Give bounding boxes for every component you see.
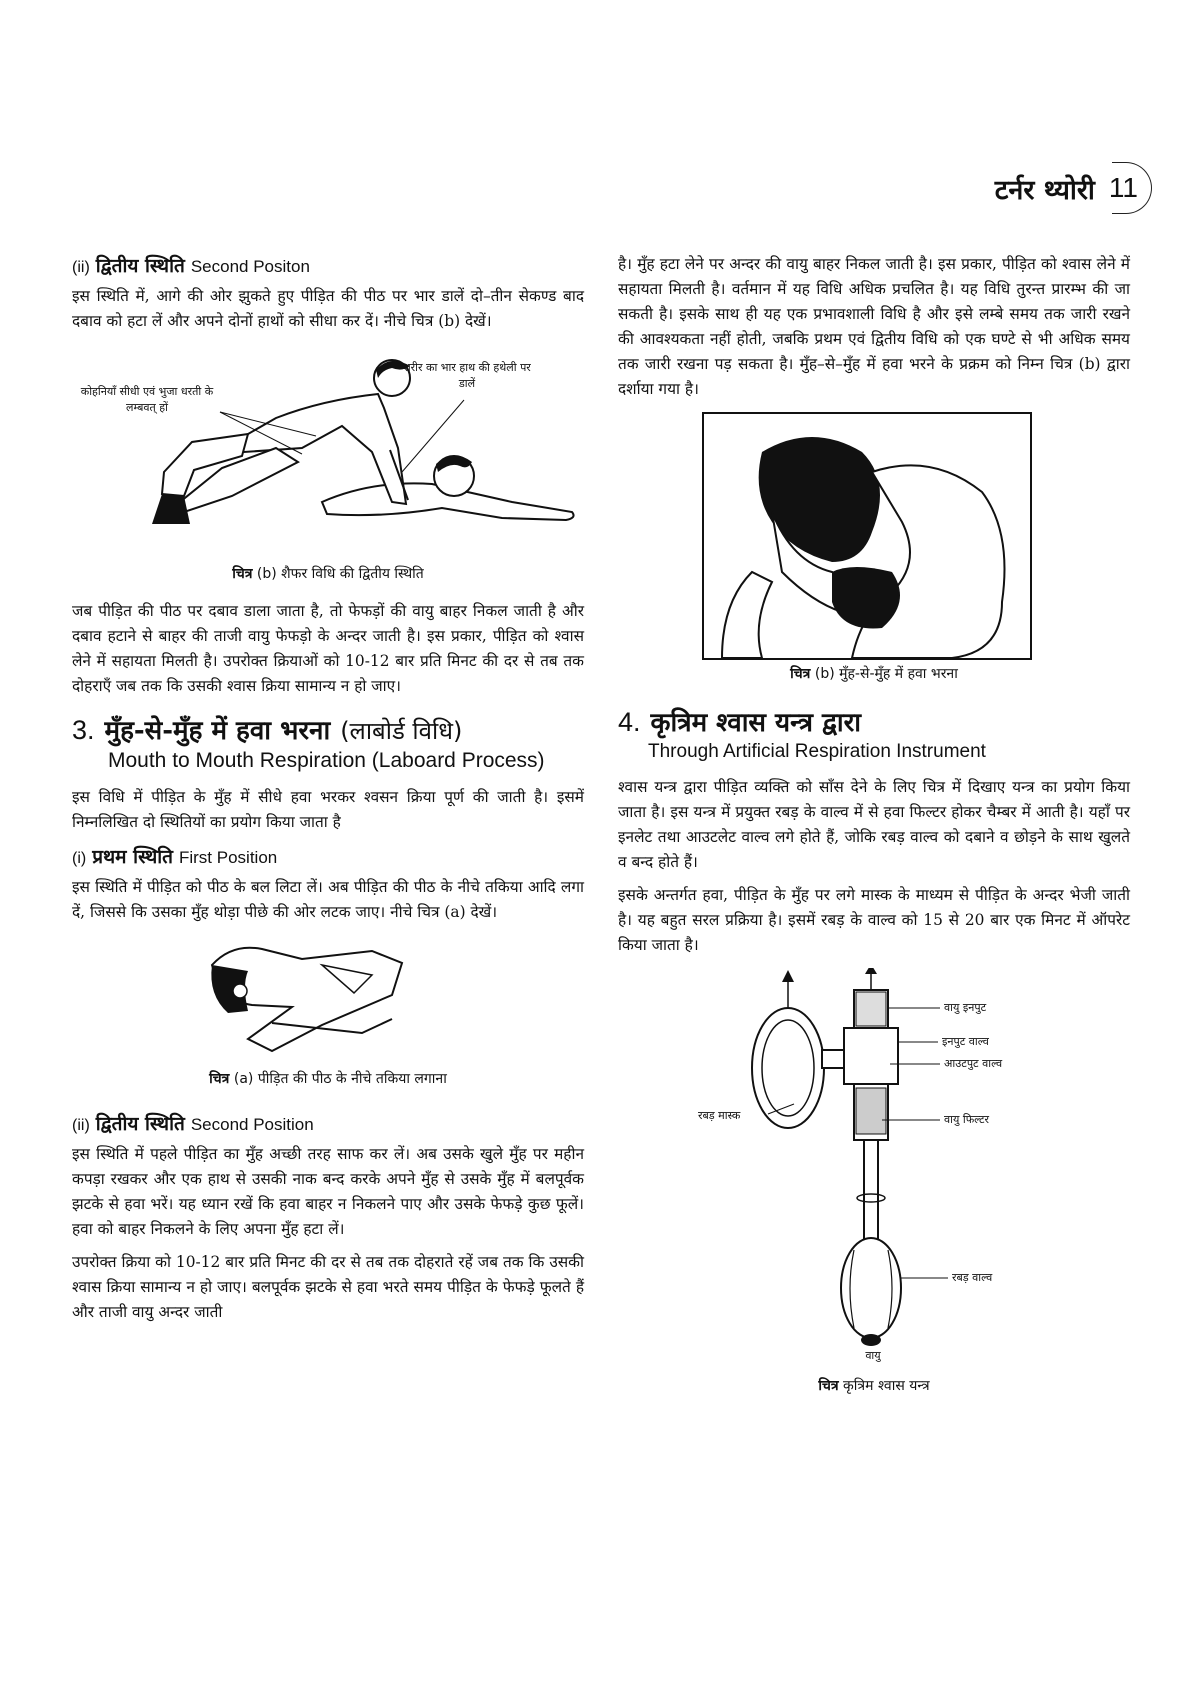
subheading-first-position — [72, 843, 584, 869]
paragraph: इस विधि में पीड़ित के मुँह में सीधे हवा भरकर श्वसन क्रिया पूर्ण की जाती है। इसमें निम्नलिखित दो स्थितियों का प्रयोग किया जाता है — [72, 788, 584, 831]
instrument-label-rubber-mask: रबड़ मास्क — [698, 1109, 741, 1122]
header-arc-decoration — [1112, 162, 1152, 214]
left-column — [72, 252, 584, 1333]
figure-caption — [72, 1069, 584, 1088]
paragraph: इसके अन्तर्गत हवा, पीड़ित के मुँह पर लगे मास्क के माध्यम से पीड़ित के अन्दर भेजी जाती है। यह बहुत सरल प्रक्रिया है। इसमें रबड़ के वाल्व को 15 से 20 बार एक मिनट में ऑपरेट किया जाता है। — [618, 886, 1130, 954]
figure-label-weight: शरीर का भार हाथ की हथेली पर डालें — [403, 361, 531, 390]
subheading-second-position-b — [72, 1110, 584, 1136]
figure-label-elbows: कोहनियाँ सीधी एवं भुजा धरती के लम्बवत् हों — [80, 385, 214, 414]
caption-text: (b) शैफर विधि की द्वितीय स्थिति — [256, 566, 424, 582]
section-3-subtitle: Mouth to Mouth Respiration (Laboard Process) — [108, 749, 545, 772]
subheading-number: (ii) — [72, 259, 90, 276]
subheading-english: Second Position — [190, 1115, 314, 1134]
figure-caption — [618, 1376, 1130, 1395]
subheading-hindi: द्वितीय स्थिति — [95, 1113, 185, 1135]
caption-prefix: चित्र — [232, 566, 253, 582]
paragraph: इस स्थिति में, आगे की ओर झुकते हुए पीड़ित की पीठ पर भार डालें दो–तीन सेकण्ड बाद दबाव को हटा लें और अपने दोनों हाथों को सीधा कर दें। नीचे चित्र (b) देखें। — [72, 287, 584, 330]
section-number: 3. — [72, 715, 95, 745]
section-title-hindi: मुँह-से-मुँह में हवा भरना — [104, 716, 331, 746]
instrument-label-air-input: वायु इनपुट — [944, 1001, 987, 1014]
figure-schafer-second-position — [72, 344, 584, 560]
section-number: 4. — [618, 707, 641, 737]
subheading-english: Second Positon — [190, 257, 310, 276]
figure-caption — [72, 564, 584, 583]
figure-pillow-under-back — [72, 935, 584, 1065]
right-column — [618, 252, 1130, 1395]
section-4-subtitle: Through Artificial Respiration Instrument — [648, 741, 986, 762]
page-header — [995, 160, 1138, 216]
header-title: टर्नर थ्योरी — [994, 174, 1095, 206]
illustration-mouth-to-mouth — [702, 412, 1032, 660]
subheading-english: First Position — [178, 848, 278, 867]
caption-text: (b) मुँह-से-मुँह में हवा भरना — [814, 666, 958, 682]
caption-prefix: चित्र — [209, 1071, 230, 1087]
paragraph: उपरोक्त क्रिया को 10-12 बार प्रति मिनट की दर से तब तक दोहराते रहें जब तक कि उसकी श्वास क्रिया सामान्य न हो जाए। बलपूर्वक झटके से हवा भरते समय पीड़ित के फेफड़े फूलते हैं और ताजी वायु अन्दर जाती — [72, 1253, 584, 1321]
paragraph: श्वास यन्त्र द्वारा पीड़ित व्यक्ति को साँस देने के लिए चित्र में दिखाए यन्त्र का प्रयोग किया जाता है। इस यन्त्र में प्रयुक्त रबड़ के वाल्व में से हवा फिल्टर होकर चैम्बर में आती है। यहाँ पर इनलेट तथा आउटलेट वाल्व लगे होते हैं, जोकि रबड़ वाल्व को दबाने व छोड़ने के साथ खुलते व बन्द होते हैं। — [618, 778, 1130, 871]
caption-text: कृत्रिम श्वास यन्त्र — [843, 1378, 930, 1394]
figure-respiration-instrument — [618, 968, 1130, 1370]
instrument-label-air-filter: वायु फिल्टर — [944, 1113, 990, 1126]
paragraph: इस स्थिति में पीड़ित को पीठ के बल लिटा लें। अब पीड़ित की पीठ के नीचे तकिया आदि लगा दें, जिससे कि उसका मुँह थोड़ा पीछे की ओर लटक जाए। नीचे चित्र (a) देखें। — [72, 878, 584, 921]
illustration-victim-supine — [72, 935, 584, 1065]
instrument-label-rubber-valve: रबड़ वाल्व — [952, 1271, 993, 1284]
caption-prefix: चित्र — [818, 1378, 839, 1394]
instrument-label-input-valve: इनपुट वाल्व — [942, 1035, 989, 1048]
section-4-heading — [618, 703, 1130, 739]
subheading-number: (ii) — [72, 1117, 90, 1134]
figure-mouth-to-mouth — [702, 412, 1032, 660]
figure-caption — [618, 664, 1130, 683]
illustration-respiration-apparatus — [618, 968, 1130, 1370]
instrument-label-output-valve: आउटपुट वाल्व — [944, 1057, 1003, 1070]
caption-text: (a) पीड़ित की पीठ के नीचे तकिया लगाना — [233, 1071, 447, 1087]
subheading-hindi: प्रथम स्थिति — [92, 846, 173, 868]
section-3-heading — [72, 711, 584, 747]
caption-prefix: चित्र — [790, 666, 811, 682]
instrument-label-air: वायु — [865, 1349, 881, 1362]
subheading-number: (i) — [72, 850, 87, 867]
section-title-hindi: कृत्रिम श्वास यन्त्र द्वारा — [650, 708, 862, 738]
subheading-second-position-a — [72, 252, 584, 278]
paragraph: इस स्थिति में पहले पीड़ित का मुँह अच्छी तरह साफ कर लें। अब उसके खुले मुँह पर महीन कपड़ा रखकर और एक हाथ से उसकी नाक बन्द करके अपने मुँह से उसके मुँह में बलपूर्वक झटके से हवा भरें। यह ध्यान रखें कि हवा बाहर न निकलने पाए और उसके फेफड़े कुछ फूलें। हवा को बाहर निकलने के लिए अपना मुँह हटा लें। — [72, 1145, 584, 1238]
page-number: 11 — [1108, 172, 1138, 203]
paragraph: है। मुँह हटा लेने पर अन्दर की वायु बाहर निकल जाती है। इस प्रकार, पीड़ित को श्वास लेने में सहायता मिलती है। वर्तमान में यह विधि अधिक प्रचलित है। यह विधि तुरन्त प्रारम्भ की जा सकती है। इसके साथ ही यह एक प्रभावशाली विधि है और इसे लम्बे समय तक जारी रखने की आवश्यकता नहीं होती, जबकि प्रथम एवं द्वितीय विधि को एक घण्टे से भी अधिक समय तक जारी रखना पड़ सकता है। मुँह–से–मुँह में हवा भरने के प्रक्रम को निम्न चित्र (b) द्वारा दर्शाया गया है। — [618, 255, 1130, 398]
subheading-hindi: द्वितीय स्थिति — [95, 255, 185, 277]
paragraph: जब पीड़ित की पीठ पर दबाव डाला जाता है, तो फेफड़ों की वायु बाहर निकल जाती है और दबाव हटाने से बाहर की ताजी वायु फेफड़ो के अन्दर जाती है। इस प्रकार, पीड़ित को श्वास लेने में सहायता मिलती है। उपरोक्त क्रियाओं को 10-12 बार प्रति मिनट की दर से तब तक दोहराएँ जब तक कि उसकी श्वास क्रिया सामान्य न हो जाए। — [72, 602, 584, 695]
section-title-paren: (लाबोर्ड विधि) — [340, 717, 463, 745]
